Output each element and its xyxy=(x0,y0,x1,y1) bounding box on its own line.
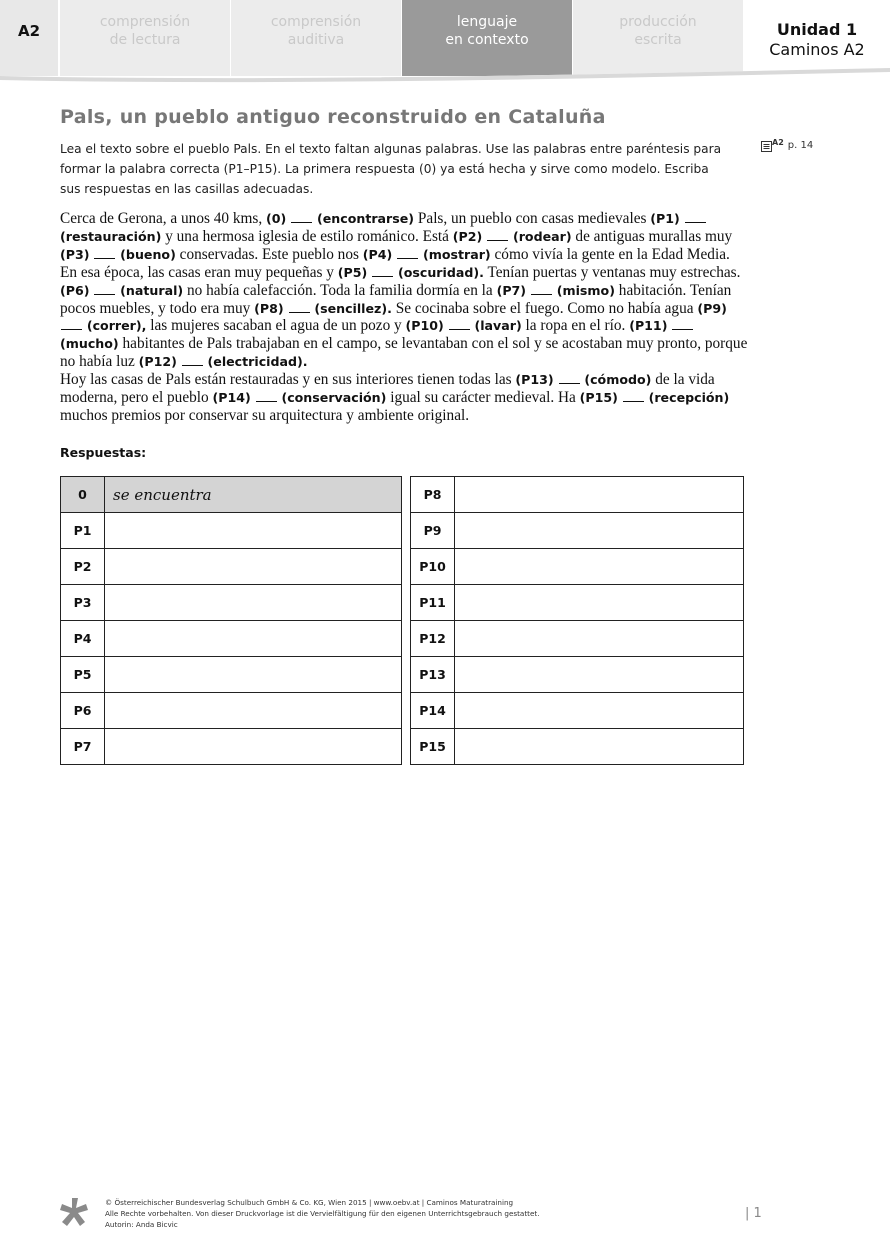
page-number: | 1 xyxy=(745,1206,762,1221)
table-row xyxy=(61,693,402,729)
answer-field-p2[interactable] xyxy=(105,549,402,585)
passage-text: igual su carácter medieval. Ha xyxy=(390,389,576,407)
answer-field-p11[interactable] xyxy=(455,585,744,621)
answer-field-p13[interactable] xyxy=(455,657,744,693)
reference-level: A2 xyxy=(772,138,784,147)
answer-key: P15 xyxy=(411,729,455,765)
header-swoosh xyxy=(0,62,890,88)
answer-key: P5 xyxy=(61,657,105,693)
gap-line xyxy=(449,318,470,330)
gap-line xyxy=(289,301,310,313)
answer-key: P2 xyxy=(61,549,105,585)
gap-word: (sencillez). xyxy=(314,300,392,316)
gap-key: (P15) xyxy=(579,390,618,406)
answer-key: P13 xyxy=(411,657,455,693)
gap-word: (natural) xyxy=(120,282,184,298)
reference-page: p. 14 xyxy=(787,140,814,151)
book-icon xyxy=(761,141,772,152)
gap-key: (P6) xyxy=(60,282,90,298)
gap-key: (P10) xyxy=(405,318,444,334)
gap-key: (P11) xyxy=(629,318,668,334)
gap-word: (mismo) xyxy=(556,282,615,298)
answer-field-p5[interactable] xyxy=(105,657,402,693)
gap-key: (0) xyxy=(266,211,287,226)
gap-key: (P12) xyxy=(138,354,177,370)
tab-label-line2: auditiva xyxy=(287,32,345,48)
table-row xyxy=(61,549,402,585)
footer-line: © Österreichischer Bundesverlag Schulbuch GmbH & Co. KG, Wien 2015 | www.oebv.at | Caminos Maturatraining xyxy=(105,1198,514,1207)
page-title: Pals, un pueblo antiguo reconstruido en Cataluña xyxy=(60,106,606,128)
gap-line xyxy=(94,247,115,259)
gap-word: (rodear) xyxy=(512,228,572,244)
answer-field-p10[interactable] xyxy=(455,549,744,585)
tab-label-line1: producción xyxy=(619,14,697,30)
answer-key: P11 xyxy=(411,585,455,621)
gap-word: (bueno) xyxy=(120,246,176,262)
gap-line xyxy=(487,229,508,241)
table-row xyxy=(61,585,402,621)
table-row xyxy=(411,729,744,765)
tab-label-line2: en contexto xyxy=(445,32,529,48)
gap-word: (lavar) xyxy=(474,318,522,334)
gap-line xyxy=(182,354,203,366)
table-row xyxy=(411,621,744,657)
gap-line xyxy=(94,283,115,295)
answer-field-p1[interactable] xyxy=(105,513,402,549)
passage-text: cómo vivía la gente en la Edad Media. En esa época, las casas eran muy pequeñas y xyxy=(60,245,730,281)
gap-word: (cómodo) xyxy=(584,372,652,388)
answers-label: Respuestas: xyxy=(60,445,147,460)
unit-title: Unidad 1 xyxy=(776,20,858,39)
answer-field-p9[interactable] xyxy=(455,513,744,549)
answer-key: P8 xyxy=(411,477,455,513)
gap-key: (P14) xyxy=(212,390,251,406)
answer-key: P1 xyxy=(61,513,105,549)
answer-key: P7 xyxy=(61,729,105,765)
gap-line xyxy=(559,372,580,384)
answer-key: P6 xyxy=(61,693,105,729)
passage-text: conservadas. Este pueblo nos xyxy=(179,245,359,263)
gap-line xyxy=(397,247,418,259)
answer-key: P4 xyxy=(61,621,105,657)
answer-key: P12 xyxy=(411,621,455,657)
answer-key: P10 xyxy=(411,549,455,585)
answer-field-p12[interactable] xyxy=(455,621,744,657)
gap-line xyxy=(291,211,312,223)
gap-word: (conservación) xyxy=(281,390,387,406)
gap-key: (P5) xyxy=(337,264,368,280)
gap-key: (P4) xyxy=(362,246,393,262)
passage-text: de la vida moderna, pero el pueblo xyxy=(60,371,715,407)
passage-text: Pals, un pueblo con casas medievales xyxy=(417,210,647,227)
gap-key: (P8) xyxy=(254,300,284,316)
table-row xyxy=(61,621,402,657)
gap-key: (P2) xyxy=(452,228,483,244)
gap-line xyxy=(256,390,277,402)
gap-line xyxy=(623,390,644,402)
answer-field-0: se encuentra xyxy=(105,477,402,513)
gap-word: (oscuridad). xyxy=(397,264,484,280)
level-badge: A2 xyxy=(0,0,58,76)
publisher-logo-icon xyxy=(58,1196,90,1228)
gap-key: (P3) xyxy=(60,246,90,262)
table-row xyxy=(411,477,744,513)
passage-text: Cerca de Gerona, a unos 40 kms, xyxy=(60,210,263,227)
answer-field-p7[interactable] xyxy=(105,729,402,765)
answer-field-p3[interactable] xyxy=(105,585,402,621)
gap-word: (mostrar) xyxy=(422,246,491,262)
gap-key: (P1) xyxy=(650,211,680,226)
gap-word: (encontrarse) xyxy=(316,211,415,226)
passage-text: Tenían puertas y ventanas muy estrechas. xyxy=(487,263,741,281)
gap-word: (mucho) xyxy=(60,336,119,352)
passage-text: Se cocinaba sobre el fuego. Como no había agua xyxy=(395,299,694,317)
page-header xyxy=(0,0,890,76)
answers-table-right xyxy=(410,476,744,765)
gap-key: (P7) xyxy=(496,282,527,298)
table-row xyxy=(61,729,402,765)
table-row xyxy=(411,585,744,621)
answer-field-p8[interactable] xyxy=(455,477,744,513)
answer-field-p14[interactable] xyxy=(455,693,744,729)
passage-text: no había calefacción. Toda la familia dormía en la xyxy=(187,281,493,299)
table-row xyxy=(411,549,744,585)
footer-line: Autorin: Anda Bicvic xyxy=(105,1220,178,1229)
gap-word: (correr), xyxy=(86,318,147,334)
tab-label-line1: comprensión xyxy=(270,14,362,30)
answer-field-p6[interactable] xyxy=(105,693,402,729)
answer-key: P9 xyxy=(411,513,455,549)
tab-label-line1: lenguaje xyxy=(456,14,518,30)
answer-key: P14 xyxy=(411,693,455,729)
gap-word: (electricidad). xyxy=(207,354,308,370)
passage-text: habitantes de Pals trabajaban en el campo, se levantaban con el sol y se acostaban muy pronto, porque no había luz xyxy=(60,335,748,371)
passage-text: la ropa en el río. xyxy=(525,317,626,335)
table-row xyxy=(411,657,744,693)
passage-text: habitación. Tenían pocos muebles, y todo era muy xyxy=(60,281,732,317)
table-row xyxy=(61,477,402,513)
answer-key: P3 xyxy=(61,585,105,621)
passage-text: muchos premios por conservar su arquitectura y ambiente original. xyxy=(60,406,470,424)
passage-text: Hoy las casas de Pals están restauradas y en sus interiores tienen todas las xyxy=(60,371,512,389)
gap-key: (P13) xyxy=(515,372,554,388)
answer-key: 0 xyxy=(61,477,105,513)
table-row xyxy=(61,657,402,693)
table-row xyxy=(411,513,744,549)
textbook-reference xyxy=(761,140,813,152)
gap-key: (P9) xyxy=(697,300,727,316)
gap-line xyxy=(61,318,82,330)
answer-field-p4[interactable] xyxy=(105,621,402,657)
passage-text: las mujeres sacaban el agua de un pozo y xyxy=(150,317,402,335)
gap-line xyxy=(372,265,393,277)
unit-subtitle: Caminos A2 xyxy=(769,40,865,59)
passage-text: de antiguas murallas muy xyxy=(575,227,733,245)
passage-text: y una hermosa iglesia de estilo románico. Está xyxy=(165,227,449,245)
table-row xyxy=(411,693,744,729)
tab-label-line2: escrita xyxy=(634,32,682,48)
tab-label-line1: comprensión xyxy=(99,14,191,30)
reading-passage xyxy=(60,210,750,425)
table-row xyxy=(61,513,402,549)
gap-line xyxy=(531,283,552,295)
tab-label-line2: de lectura xyxy=(109,32,181,48)
instructions: Lea el texto sobre el pueblo Pals. En el texto faltan algunas palabras. Use las palabras entre paréntesis para formar la palabra correcta (P1–P15). La primera respuesta (0) ya está hecha y sirve como modelo. Escriba sus respuestas en las casillas adecuadas. xyxy=(60,142,722,196)
footer-copyright xyxy=(105,1197,540,1230)
gap-line xyxy=(672,318,693,330)
answer-field-p15[interactable] xyxy=(455,729,744,765)
gap-line xyxy=(685,211,706,223)
gap-word: (recepción) xyxy=(648,390,730,406)
gap-word: (restauración) xyxy=(60,228,162,244)
answers-table-left xyxy=(60,476,402,765)
footer-line: Alle Rechte vorbehalten. Von dieser Druckvorlage ist die Vervielfältigung für den eigenen Unterrichtsgebrauch gestattet. xyxy=(105,1209,540,1218)
